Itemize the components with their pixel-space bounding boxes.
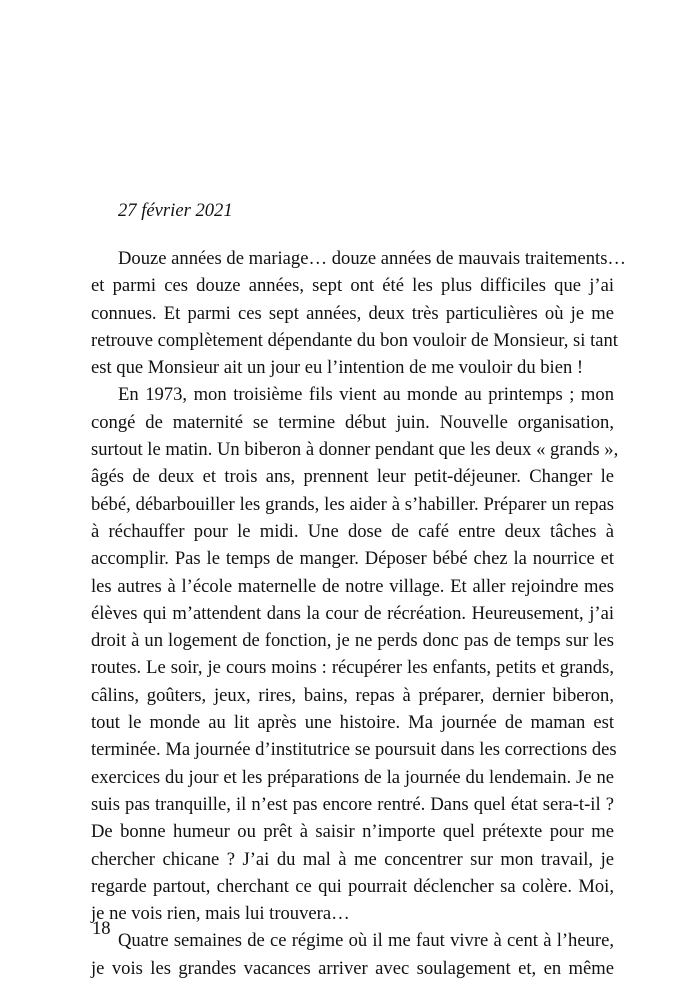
text-line: connues. Et parmi ces sept années, deux très particulières où je me — [91, 302, 614, 324]
text-line: Douze années de mariage… douze années de mauvais traitements… — [118, 248, 627, 269]
text-line: les autres à l’école maternelle de notre village. Et aller rejoindre mes — [91, 575, 614, 597]
text-line: est que Monsieur ait un jour eu l’intention de me vouloir du bien ! — [91, 357, 584, 379]
text-line: routes. Le soir, je cours moins : récupérer les enfants, petits et grands, — [91, 657, 614, 679]
text-line: accomplir. Pas le temps de manger. Déposer bébé chez la nourrice et — [91, 548, 614, 570]
text-line: terminée. Ma journée d’institutrice se poursuit dans les corrections des — [91, 739, 617, 761]
text-line: câlins, goûters, jeux, rires, bains, repas à préparer, dernier biberon, — [91, 684, 614, 706]
text-line: âgés de deux et trois ans, prennent leur petit-déjeuner. Changer le — [91, 466, 614, 488]
text-line: je ne vois rien, mais lui trouvera… — [91, 903, 350, 925]
text-line: En 1973, mon troisième fils vient au monde au printemps ; mon — [118, 384, 614, 406]
text-line: chercher chicane ? J’ai du mal à me concentrer sur mon travail, je — [91, 848, 614, 870]
page-number: 18 — [92, 918, 111, 939]
text-line: Quatre semaines de ce régime où il me faut vivre à cent à l’heure, — [118, 930, 614, 952]
body-text — [91, 245, 627, 982]
text-line: je vois les grandes vacances arriver avec soulagement et, en même — [91, 957, 614, 979]
text-line: tout le monde au lit après une histoire. Ma journée de maman est — [91, 712, 614, 734]
text-line: et parmi ces douze années, sept ont été les plus difficiles que j’ai — [91, 275, 614, 297]
text-line: élèves qui m’attendent dans la cour de récréation. Heureusement, j’ai — [91, 602, 614, 624]
text-line: à réchauffer pour le midi. Une dose de café entre deux tâches à — [91, 520, 614, 542]
text-line: congé de maternité se termine début juin. Nouvelle organisation, — [91, 411, 614, 433]
text-line: exercices du jour et les préparations de la journée du lendemain. Je ne — [91, 766, 614, 788]
text-line: regarde partout, cherchant ce qui pourrait déclencher sa colère. Moi, — [91, 875, 614, 897]
text-line: droit à un logement de fonction, je ne perds donc pas de temps sur les — [91, 630, 614, 652]
text-line: De bonne humeur ou prêt à saisir n’importe quel prétexte pour me — [91, 821, 614, 843]
text-line: suis pas tranquille, il n’est pas encore rentré. Dans quel état sera-t-il ? — [91, 793, 614, 815]
text-line: retrouve complètement dépendante du bon vouloir de Monsieur, si tant — [91, 329, 618, 351]
text-line: bébé, débarbouiller les grands, les aider à s’habiller. Préparer un repas — [91, 493, 614, 515]
date-heading: 27 février 2021 — [118, 200, 233, 221]
text-line: surtout le matin. Un biberon à donner pendant que les deux « grands », — [91, 439, 619, 461]
